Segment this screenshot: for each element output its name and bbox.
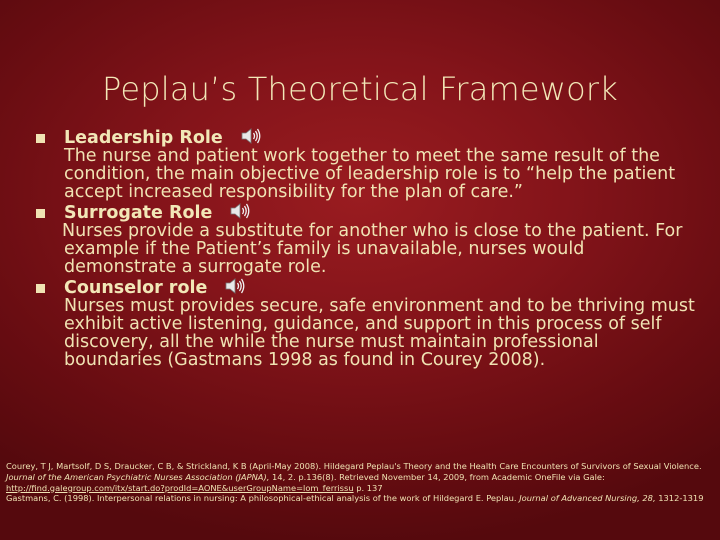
item-heading: Surrogate Role: [64, 203, 213, 223]
speaker-icon[interactable]: [229, 201, 251, 221]
speaker-icon[interactable]: [224, 276, 246, 296]
reference-courey: [6, 461, 714, 493]
slide-title: Peplau’s Theoretical Framework: [101, 70, 619, 108]
item-body: The nurse and patient work together to meet the same result of the condition, the main objective of leadership role is to “help the patient accept increased responsibility for the plan of care.”: [64, 146, 676, 202]
reference-text: 14, 2. p.136(8). Retrieved November 14, 2009, from Academic OneFile via Gale:: [272, 471, 605, 482]
references: [6, 461, 714, 504]
item-body: Nurses must provides secure, safe environment and to be thriving must exhibit active listening, guidance, and support in this process of self discovery, all the while the nurse must maintain professional boundaries (Gastmans 1998 as found in Courey 2008).: [64, 296, 695, 370]
bullet-marker: [36, 209, 45, 218]
speaker-icon[interactable]: [240, 126, 262, 146]
item-heading: Counselor role: [64, 278, 208, 298]
bullet-marker: [36, 134, 45, 143]
bullet-item-counselor: [36, 276, 696, 369]
reference-gastmans: [6, 493, 714, 504]
reference-text: Courey, T J, Martsolf, D S, Draucker, C B, & Strickland, K B (April-May 2008). Hildegard Peplau's Theory and the Health Care Encounters of Survivors of Sexual Violence.: [6, 461, 702, 471]
reference-link[interactable]: http://find.galegroup.com/itx/start.do?prodId=AONE&userGroupName=lom_ferrissu: [6, 482, 354, 493]
bullet-item-surrogate: [36, 201, 696, 276]
reference-journal: Journal of Advanced Nursing, 28,: [519, 493, 656, 504]
bullet-list: [36, 126, 696, 369]
bullet-item-leadership: [36, 126, 696, 201]
reference-journal: Journal of the American Psychiatric Nurses Association (JAPNA),: [6, 471, 270, 482]
reference-text: 1312-1319: [658, 493, 704, 504]
bullet-marker: [36, 284, 45, 293]
reference-text: p. 137: [356, 482, 383, 493]
item-body: Nurses provide a substitute for another who is close to the patient. For example if the Patient’s family is unavailable, nurses would demonstrate a surrogate role.: [62, 221, 683, 277]
reference-text: Gastmans, C. (1998). Interpersonal relations in nursing: A philosophical-ethical analysis of the work of Hildegard E. Peplau.: [6, 493, 517, 504]
item-heading: Leadership Role: [64, 128, 223, 148]
